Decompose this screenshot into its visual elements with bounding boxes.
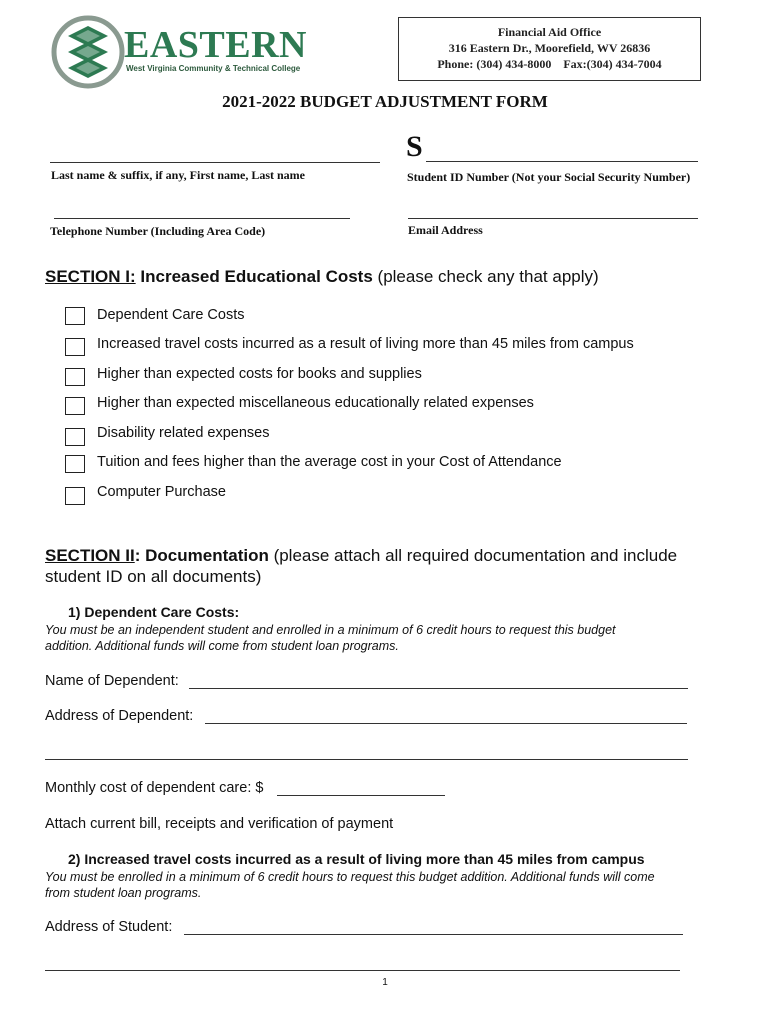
section2-note: (please attach all required documentation and include — [268, 546, 678, 565]
section2-title: : Documentation — [134, 546, 269, 565]
student-address-field-line2[interactable] — [45, 970, 680, 971]
checkbox[interactable] — [65, 487, 85, 505]
checkbox[interactable] — [65, 368, 85, 386]
section2-note-continued: student ID on all documents) — [45, 567, 262, 586]
subsection1-heading: 1) Dependent Care Costs: — [68, 604, 240, 620]
name-field-label: Last name & suffix, if any, First name, Last name — [51, 168, 305, 182]
dependent-address-field[interactable] — [205, 723, 687, 724]
subsection1-note-line: addition. Additional funds will come from student loan programs. — [45, 639, 399, 653]
section1-title: Increased Educational Costs — [135, 267, 373, 286]
attach-note: Attach current bill, receipts and verification of payment — [45, 816, 394, 832]
cost-option-label: Disability related expenses — [97, 425, 270, 441]
name-field-line[interactable] — [50, 162, 380, 163]
office-phone-fax: Phone: (304) 434-8000 Fax:(304) 434-7004 — [437, 57, 662, 71]
diamond-logo-icon — [50, 14, 126, 90]
student-address-field[interactable] — [184, 934, 683, 935]
section1-prefix: SECTION I: — [45, 267, 136, 286]
phone-field-line[interactable] — [54, 218, 350, 219]
section1-heading — [45, 266, 599, 287]
subsection2-note-line: You must be enrolled in a minimum of 6 credit hours to request this budget addition. Additional funds will come — [45, 870, 655, 884]
checkbox[interactable] — [65, 455, 85, 473]
college-name: EASTERN — [124, 24, 307, 66]
office-name: Financial Aid Office — [497, 25, 602, 39]
subsection1-note — [45, 622, 735, 654]
phone-field-label: Telephone Number (Including Area Code) — [50, 224, 266, 238]
dependent-name-label: Name of Dependent: — [45, 673, 179, 689]
subsection2-heading: 2) Increased travel costs incurred as a result of living more than 45 miles from campus — [68, 851, 645, 867]
student-address-label: Address of Student: — [45, 919, 173, 935]
checkbox[interactable] — [65, 397, 85, 415]
cost-option-label: Computer Purchase — [97, 484, 226, 500]
subsection1-note-line: You must be an independent student and enrolled in a minimum of 6 credit hours to request this budget — [45, 623, 616, 637]
dependent-name-field[interactable] — [189, 688, 688, 689]
cost-option-label: Higher than expected miscellaneous educationally related expenses — [97, 395, 534, 411]
cost-option-label: Tuition and fees higher than the average cost in your Cost of Attendance — [97, 454, 562, 470]
cost-option-label: Higher than expected costs for books and supplies — [97, 366, 422, 382]
email-field-line[interactable] — [408, 218, 698, 219]
student-id-label: Student ID Number (Not your Social Security Number) — [407, 170, 691, 184]
cost-option-label: Dependent Care Costs — [97, 307, 245, 323]
section1-note: (please check any that apply) — [372, 267, 599, 286]
email-field-label: Email Address — [408, 223, 483, 237]
student-id-field-line[interactable] — [426, 161, 698, 162]
college-subtitle: West Virginia Community & Technical College — [126, 64, 301, 73]
checkbox[interactable] — [65, 428, 85, 446]
section2-prefix: SECTION II — [45, 546, 135, 565]
dependent-address-label: Address of Dependent: — [45, 708, 194, 724]
checkbox[interactable] — [65, 307, 85, 325]
checkbox[interactable] — [65, 338, 85, 356]
page-number: 1 — [382, 977, 388, 988]
office-address: 316 Eastern Dr., Moorefield, WV 26836 — [448, 41, 651, 55]
subsection2-note-line: from student loan programs. — [45, 886, 202, 900]
monthly-cost-field[interactable] — [277, 795, 445, 796]
cost-option-label: Increased travel costs incurred as a result of living more than 45 miles from campus — [97, 336, 634, 352]
office-info-box — [398, 17, 701, 81]
monthly-cost-label: Monthly cost of dependent care: $ — [45, 780, 264, 796]
dependent-address-field-line2[interactable] — [45, 759, 688, 760]
student-id-prefix: S — [406, 130, 423, 163]
form-title: 2021-2022 BUDGET ADJUSTMENT FORM — [222, 92, 548, 111]
subsection2-note — [45, 869, 745, 901]
section2-heading — [45, 545, 725, 587]
